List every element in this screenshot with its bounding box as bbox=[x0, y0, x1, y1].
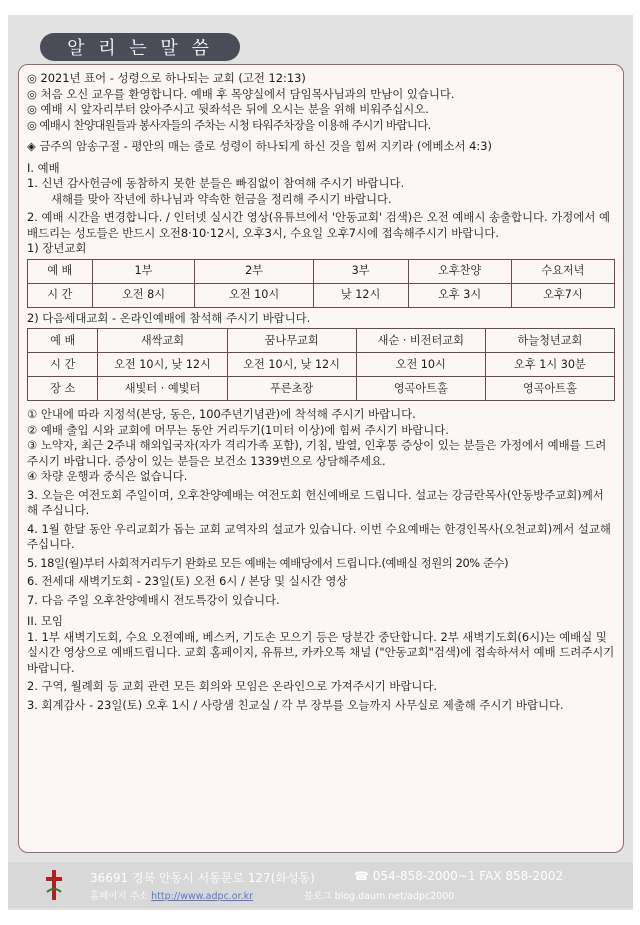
next-gen-schedule-table bbox=[27, 328, 615, 401]
blog-label: 블로그 bbox=[304, 891, 332, 902]
notice-panel bbox=[18, 64, 624, 853]
table-cell: 새순 · 비전터교회 bbox=[356, 329, 485, 353]
meeting-item: 3. 회계감사 - 23일(토) 오후 1시 / 사랑샘 친교실 / 각 부 장부를 오늘까지 사무실로 제출해 주시기 바랍니다. bbox=[27, 697, 564, 712]
worship-item: 7. 다음 주일 오후찬양예배시 전도특강이 있습니다. bbox=[27, 592, 280, 607]
table-cell: 오전 10시 bbox=[356, 353, 485, 377]
notice-line: ◎ 예배 시 앞자리부터 앉아주시고 뒷좌석은 뒤에 오시는 분을 위해 비워주십시오. bbox=[27, 102, 429, 116]
table-row bbox=[28, 353, 615, 377]
table-cell: 2부 bbox=[195, 259, 313, 283]
notice-line: ◎ 예배시 찬양대원들과 봉사자들의 주차는 시청 타워주차장을 이용해 주시기 바랍니다. bbox=[27, 117, 431, 132]
table-cell: 오후찬양 bbox=[408, 259, 511, 283]
table-cell: 예 배 bbox=[28, 329, 98, 353]
table-cell: 하늘청년교회 bbox=[485, 329, 614, 353]
guideline-item: ① 안내에 따라 지정석(본당, 동은, 100주년기념관)에 착석해 주시기 바랍니다. bbox=[27, 407, 416, 421]
table-cell: 오후 3시 bbox=[408, 283, 511, 307]
next-gen-label: 2) 다음세대교회 - 온라인예배에 참석해 주시기 바랍니다. bbox=[27, 310, 311, 325]
guideline-item: ④ 차량 운행과 중식은 없습니다. bbox=[27, 469, 188, 483]
table-cell: 시 간 bbox=[28, 283, 93, 307]
worship-item: 6. 전세대 새벽기도회 - 23일(토) 오전 6시 / 본당 및 실시간 영상 bbox=[27, 574, 348, 588]
guideline-item: ② 예배 출입 시와 교회에 머무는 동안 거리두기(1미터 이상)에 힘써 주시기 바랍니다. bbox=[27, 422, 449, 437]
adult-schedule-table bbox=[27, 259, 615, 308]
table-cell: 3부 bbox=[313, 259, 408, 283]
worship-item-1-line1: 1. 신년 감사헌금에 동참하지 못한 분들은 빠짐없이 참여해 주시기 바랍니다. bbox=[27, 176, 405, 190]
notice-line: ◎ 처음 오신 교우를 환영합니다. 예배 후 목양실에서 담임목사님과의 만남이 있습니다. bbox=[27, 86, 455, 101]
meeting-item: 2. 구역, 월례회 등 교회 관련 모든 회의와 모임은 온라인으로 가져주시기 바랍니다. bbox=[27, 679, 438, 693]
table-cell: 새싹교회 bbox=[98, 329, 227, 353]
worship-item: 4. 1월 한달 동안 우리교회가 돕는 교회 교역자의 설교가 있습니다. 이번 수요예배는 한경인목사(오천교회)께서 설교해 주십니다. bbox=[27, 521, 611, 551]
table-cell: 1부 bbox=[92, 259, 195, 283]
table-cell: 낮 12시 bbox=[313, 283, 408, 307]
table-cell: 푸른초장 bbox=[227, 377, 356, 401]
blog-link[interactable]: blog.daum.net/adpc2000 bbox=[334, 891, 455, 902]
worship-item: 3. 오늘은 여전도회 주일이며, 오후찬양예배는 여전도회 헌신예배로 드립니다. 설교는 강금란목사(안동방주교회)께서 해 주십니다. bbox=[27, 487, 604, 517]
page-title: 알 리 는 말 씀 bbox=[40, 33, 240, 61]
worship-item-1-line2: 새해를 맞아 작년에 하나님과 약속한 헌금을 정리해 주시기 바랍니다. bbox=[51, 191, 392, 206]
footer bbox=[8, 862, 633, 908]
footer-blog bbox=[304, 888, 454, 902]
table-row bbox=[28, 377, 615, 401]
memory-verse: ◈ 금주의 암송구절 - 평안의 매는 줄로 성령이 하나되게 하신 것을 힘써 지키라 (에베소서 4:3) bbox=[27, 139, 492, 153]
meeting-item: 1. 1부 새벽기도회, 수요 오전예배, 베스커, 기도손 모으기 등은 당분간 중단합니다. 2부 새벽기도회(6시)는 예배실 및 실시간 영상으로 예배드립니다. 교회 홈페이지, 유튜브, 카카오톡 채널 ("안동교회"검색)에 접속하셔서 예배 드려주시기 바랍니다. bbox=[27, 629, 615, 675]
notice-line: ◎ 2021년 표어 - 성령으로 하나되는 교회 (고전 12:13) bbox=[27, 71, 306, 85]
table-row bbox=[28, 329, 615, 353]
table-row bbox=[28, 283, 615, 307]
table-cell: 예 배 bbox=[28, 259, 93, 283]
table-cell: 새빛터 · 예빛터 bbox=[98, 377, 227, 401]
homepage-link[interactable]: http://www.adpc.or.kr bbox=[151, 891, 254, 902]
guideline-item: ③ 노약자, 최근 2주내 해외입국자(자가 격리가족 포함), 기침, 발열, 인후통 증상이 있는 분들은 가정에서 예배를 드려주시기 바랍니다. 증상이 있는 분들은 보건소 1339번으로 상담해주세요. bbox=[27, 438, 607, 468]
table-cell: 오후7시 bbox=[511, 283, 614, 307]
table-cell: 오전 10시, 낮 12시 bbox=[98, 353, 227, 377]
table-cell: 시 간 bbox=[28, 353, 98, 377]
table-cell: 영곡아트홀 bbox=[356, 377, 485, 401]
table-cell: 오후 1시 30분 bbox=[485, 353, 614, 377]
footer-phone: ☎ 054-858-2000~1 FAX 858-2002 bbox=[354, 869, 564, 883]
table-cell: 오전 8시 bbox=[92, 283, 195, 307]
adult-church-label: 1) 장년교회 bbox=[27, 241, 87, 255]
table-row bbox=[28, 259, 615, 283]
meetings-heading: II. 모임 bbox=[27, 614, 63, 628]
worship-item: 5. 18일(월)부터 사회적거리두기 완화로 모든 예배는 예배당에서 드립니다.(예배실 정원의 20% 준수) bbox=[27, 555, 509, 570]
worship-item-2: 2. 예배 시간을 변경합니다. / 인터넷 실시간 영상(유튜브에서 '안동교회' 검색)은 오전 예배시 송출합니다. 가정에서 예배드리는 성도들은 반드시 오전8·10·12시, 오후3시, 수요일 오후7시에 접속해주시기 바랍니다. bbox=[27, 210, 610, 240]
footer-homepage bbox=[90, 888, 253, 902]
table-cell: 영곡아트홀 bbox=[485, 377, 614, 401]
footer-address: 36691 경북 안동시 서동문로 127(화성동) bbox=[90, 871, 315, 885]
table-cell: 꿈나무교회 bbox=[227, 329, 356, 353]
table-cell: 오전 10시, 낮 12시 bbox=[227, 353, 356, 377]
table-cell: 수요저녁 bbox=[511, 259, 614, 283]
worship-heading: I. 예배 bbox=[27, 160, 60, 175]
table-cell: 장 소 bbox=[28, 377, 98, 401]
homepage-label: 홈페이지 주소 bbox=[90, 891, 149, 902]
church-logo-icon bbox=[44, 868, 64, 902]
table-cell: 오전 10시 bbox=[195, 283, 313, 307]
